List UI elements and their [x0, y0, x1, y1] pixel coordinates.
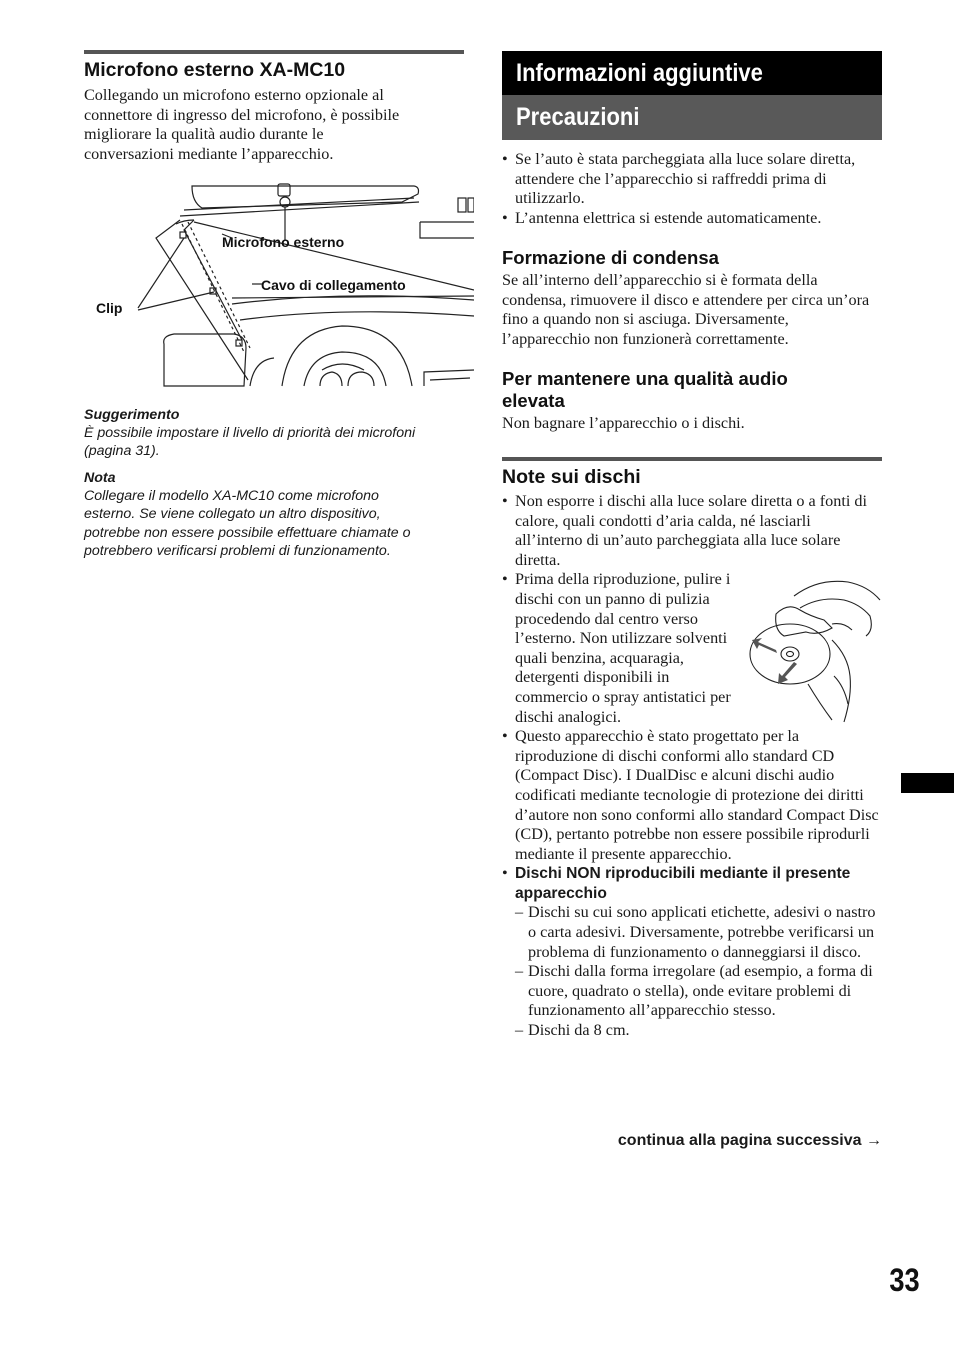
list-item-unplayable	[502, 864, 882, 1040]
precautions-list	[502, 150, 880, 228]
tip-line: È possibile impostare il livello di priorità dei microfoni	[84, 425, 416, 441]
label-external-mic: Microfono esterno	[222, 234, 345, 250]
continue-text: continua alla pagina successiva	[617, 1132, 862, 1149]
audio-quality-text: Non bagnare l’apparecchio o i dischi.	[502, 414, 745, 432]
list-item: – Dischi su cui sono applicati etichette, adesivi o nastro o carta adesivi. Diversamente, potrebbe verificarsi un problema di funzionamento o danneggiarsi il disco.	[515, 903, 882, 962]
tip-line: (pagina 31).	[84, 443, 160, 460]
heading-audio-quality	[502, 368, 882, 412]
section-rule-left	[84, 50, 464, 54]
arrow-right-icon: →	[866, 1132, 882, 1149]
intro-line: conversazioni mediante l’apparecchio.	[84, 144, 334, 163]
list-item: • Questo apparecchio è stato progettato per la riproduzione di dischi conformi allo standard CD (Compact Disc). I DualDisc e alcuni dischi audio codificati mediante tecnologie di protezione dei diritti d’autore non sono conformi allo standard Compact Disc (CD), pertanto potrebbe non essere possibile riprodurli mediante il presente apparecchio.	[502, 727, 882, 864]
heading-line: elevata	[502, 390, 565, 411]
label-clip: Clip	[96, 300, 123, 316]
condensation-text: Se all’interno dell’apparecchio si è formata della condensa, rimuovere il disco e attendere per circa un’ora fino a quando non si asciuga. Diversamente, l’apparecchio non funzionerà correttamente.	[502, 271, 870, 348]
mic-install-illustration	[84, 180, 474, 392]
heading-external-mic: Microfono esterno XA-MC10	[84, 59, 346, 81]
continue-next-page	[618, 1132, 882, 1150]
unplayable-list	[515, 903, 882, 1040]
tip-title: Suggerimento	[84, 407, 180, 423]
intro-line: migliorare la qualità audio durante le	[84, 125, 324, 144]
heading-disc-notes: Note sui dischi	[502, 466, 641, 488]
disc-notes-list	[502, 492, 882, 1041]
heading-condensation: Formazione di condensa	[502, 247, 719, 268]
note-line: Collegare il modello XA-MC10 come microfono	[84, 488, 379, 504]
note-line: potrebbe non essere possibile effettuare chiamate o	[84, 524, 411, 541]
list-item: – Dischi dalla forma irregolare (ad esempio, a forma di cuore, quadrato o stella), onde evitare problemi di funzionamento all’apparecchio stesso.	[515, 962, 882, 1021]
heading-line: Per mantenere una qualità audio	[502, 368, 788, 389]
section-title-bar	[502, 51, 882, 95]
tip-block	[84, 406, 474, 461]
subsection-title: Precauzioni	[516, 103, 640, 131]
list-item-cleaning	[502, 570, 745, 727]
list-item: • L’antenna elettrica si estende automaticamente.	[502, 209, 880, 229]
label-connection-cable: Cavo di collegamento	[261, 277, 406, 293]
page-number: 33	[889, 1262, 920, 1298]
unplayable-heading: • Dischi NON riproducibili mediante il presente apparecchio	[515, 865, 851, 902]
cleaning-text: Prima della riproduzione, pulire i dischi con un panno di pulizia procedendo dal centro verso l’esterno. Non utilizzare solventi quali benzina, acquaragia, detergenti disponibili in commercio o spray antistatici per dischi analogici.	[515, 570, 731, 726]
note-line: esterno. Se viene collegato un altro dispositivo,	[84, 506, 381, 523]
disc-cleaning-drawing	[748, 576, 884, 726]
note-line: potrebbero verificarsi problemi di funzionamento.	[84, 543, 391, 560]
note-title: Nota	[84, 470, 116, 486]
intro-line: Collegando un microfono esterno opzionale al	[84, 86, 384, 104]
list-item: • Non esporre i dischi alla luce solare diretta o a fonti di calore, quali condotti d’aria calda, né lasciarli all’interno di un’auto parcheggiata alla luce solare diretta.	[502, 492, 882, 570]
note-block	[84, 469, 474, 561]
intro-line: connettore di ingresso del microfono, è possibile	[84, 105, 400, 124]
language-tab-marker	[901, 773, 954, 793]
section-rule-right	[502, 457, 882, 461]
disc-cleaning-illustration	[748, 576, 884, 726]
intro-paragraph	[84, 86, 474, 164]
section-title: Informazioni aggiuntive	[516, 59, 763, 87]
subsection-title-bar	[502, 95, 882, 140]
list-item: • Se l’auto è stata parcheggiata alla luce solare diretta, attendere che l’apparecchio si raffreddi prima di utilizzarlo.	[502, 150, 880, 209]
list-item: – Dischi da 8 cm.	[515, 1021, 882, 1041]
